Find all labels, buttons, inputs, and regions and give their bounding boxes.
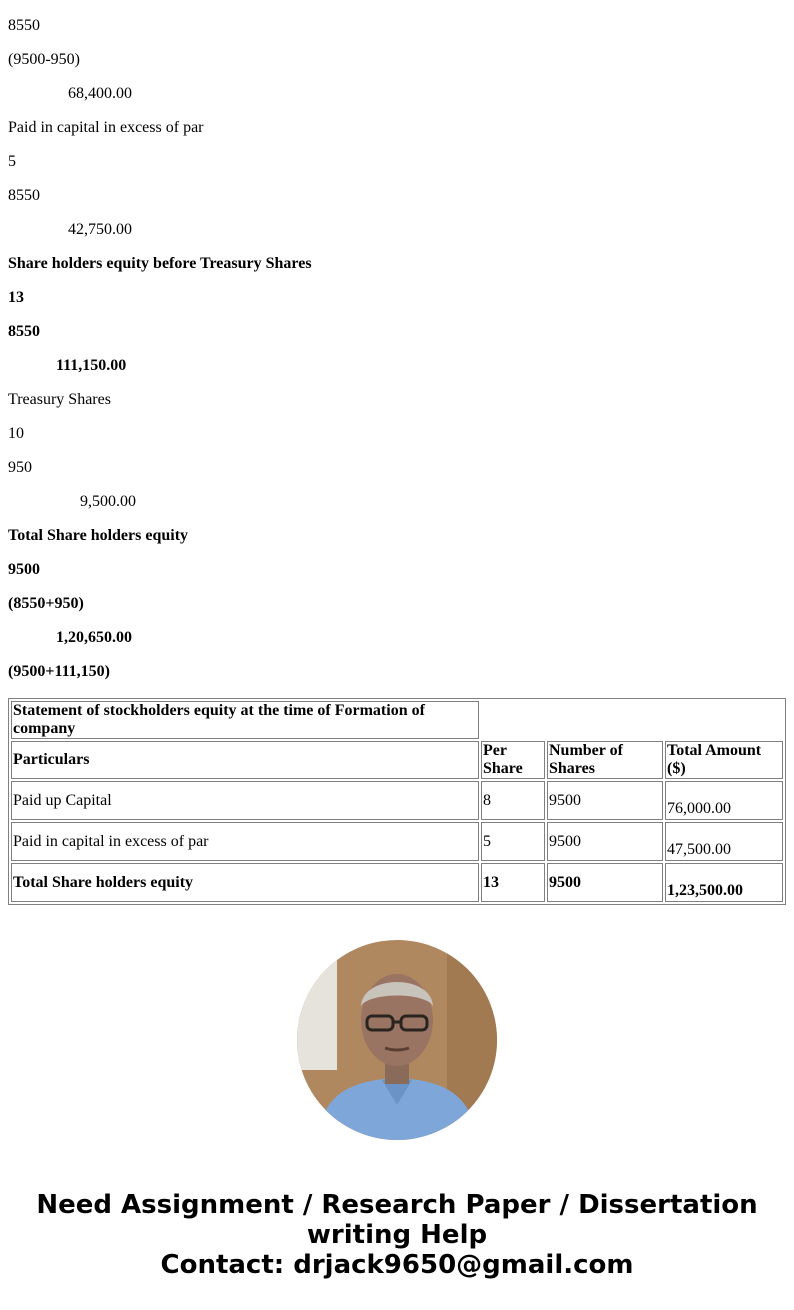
text-line-amount: 42,750.00 (68, 221, 132, 238)
header-number-of-shares: Number of Shares (547, 741, 663, 779)
avatar-image (297, 940, 497, 1140)
table-title: Statement of stockholders equity at the time of Formation of company (11, 701, 479, 739)
cta-contact-email: Contact: drjack9650@gmail.com (160, 1250, 634, 1280)
text-line-label: Total Share holders equity (8, 527, 189, 544)
table-header-row (11, 741, 783, 779)
table-row-total (11, 863, 783, 902)
text-line-value: 8550 (8, 323, 40, 340)
cell-particulars: Paid in capital in excess of par (11, 822, 479, 861)
contact-banner (0, 1190, 794, 1280)
cell-per-share: 13 (481, 863, 545, 902)
cta-line-1: Need Assignment / Research Paper / Dissertation (36, 1190, 758, 1220)
text-line-amount: 111,150.00 (56, 357, 127, 374)
text-line-calc: (9500-950) (8, 51, 80, 68)
cell-per-share: 8 (481, 781, 545, 820)
text-line-value: 950 (8, 459, 32, 476)
cell-total-amount: 47,500.00 (665, 822, 783, 861)
cell-total-amount: 1,23,500.00 (665, 863, 783, 902)
header-particulars: Particulars (11, 741, 479, 779)
header-per-share: Per Share (481, 741, 545, 779)
table-row (11, 781, 783, 820)
table-row (11, 822, 783, 861)
cell-total-amount: 76,000.00 (665, 781, 783, 820)
avatar-wall (297, 940, 337, 1070)
table-title-row (11, 701, 783, 739)
text-line-amount: 9,500.00 (80, 493, 136, 510)
text-line-calc: (8550+950) (8, 595, 84, 612)
cell-number-of-shares: 9500 (547, 781, 663, 820)
cell-number-of-shares: 9500 (547, 863, 663, 902)
text-line-8550: 8550 (8, 17, 40, 34)
text-line-label: Paid in capital in excess of par (8, 119, 204, 136)
text-line-value: 10 (8, 425, 24, 442)
cell-number-of-shares: 9500 (547, 822, 663, 861)
text-line-calc: (9500+111,150) (8, 663, 111, 680)
avatar (297, 940, 497, 1140)
text-line-value: 13 (8, 289, 24, 306)
text-line-value: 9500 (8, 561, 40, 578)
text-line-label: Share holders equity before Treasury Shares (8, 255, 312, 272)
cell-particulars: Paid up Capital (11, 781, 479, 820)
cell-per-share: 5 (481, 822, 545, 861)
text-line-amount: 68,400.00 (68, 85, 132, 102)
text-line-label: Treasury Shares (8, 391, 111, 408)
table-title-spacer (481, 701, 783, 739)
statement-table (8, 698, 786, 905)
cta-line-2: writing Help (306, 1220, 488, 1250)
header-total-amount: Total Amount ($) (665, 741, 783, 779)
text-line-amount: 1,20,650.00 (56, 629, 132, 646)
text-line-value: 8550 (8, 187, 40, 204)
text-line-value: 5 (8, 153, 16, 170)
cell-particulars: Total Share holders equity (11, 863, 479, 902)
